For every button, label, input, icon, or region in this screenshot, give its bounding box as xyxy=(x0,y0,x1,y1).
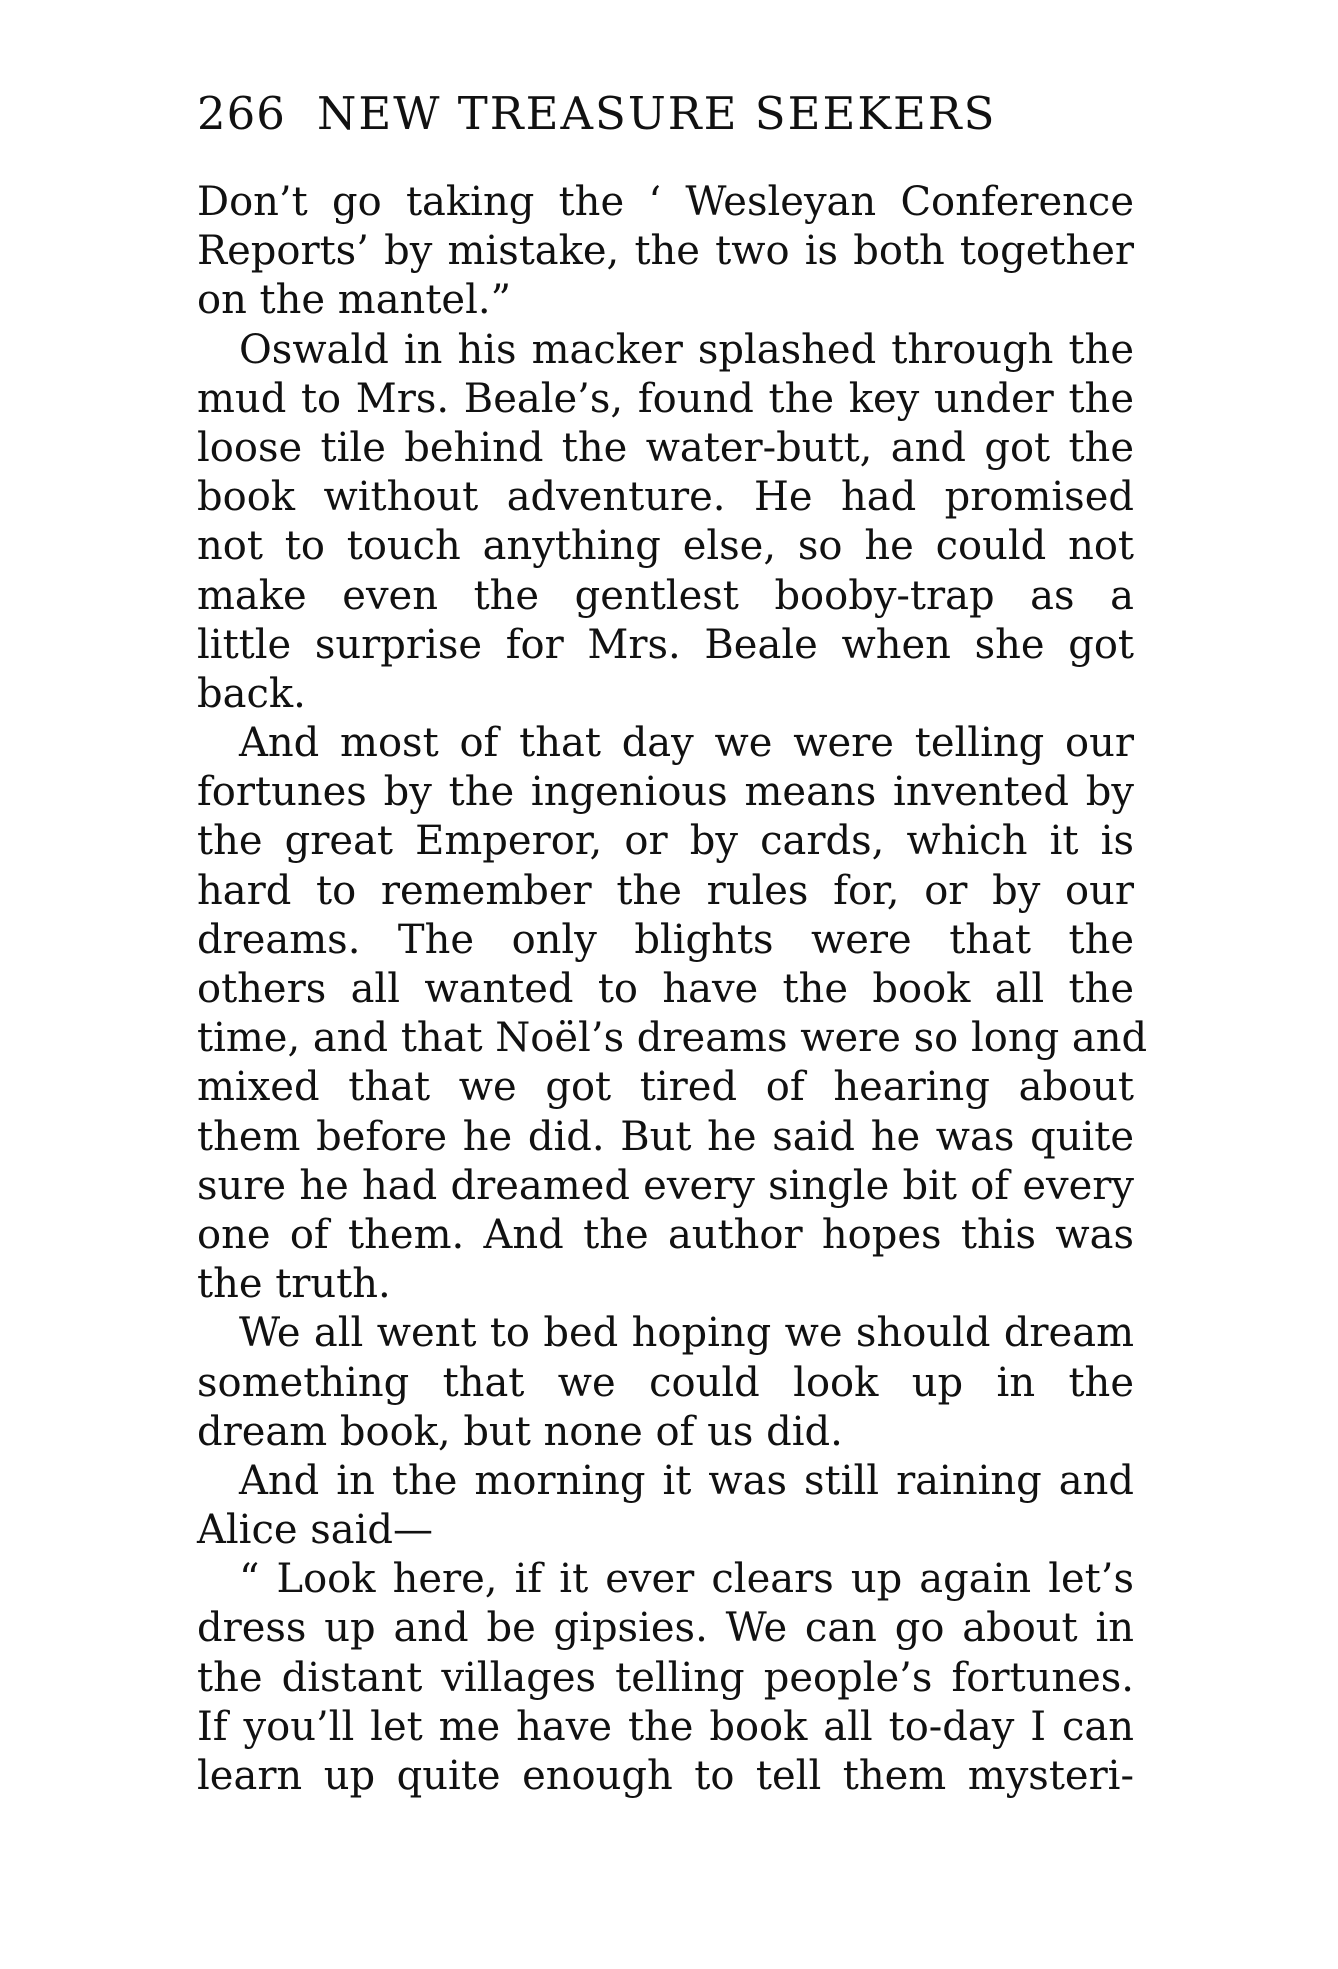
text-line: learn up quite enough to tell them mysteri- xyxy=(197,1753,1134,1799)
book-title: NEW TREASURE SEEKERS xyxy=(317,87,997,140)
text-line: something that we could look up in the xyxy=(197,1359,1134,1406)
text-line: mixed that we got tired of hearing about xyxy=(197,1064,1134,1111)
text-line: one of them. And the author hopes this was xyxy=(197,1211,1134,1258)
text-line: And in the morning it was still raining and xyxy=(239,1457,1134,1504)
paragraph xyxy=(197,1457,1134,1555)
text-line: time, and that Noël’s dreams were so long and xyxy=(197,1015,1148,1062)
text-line: We all went to bed hoping we should dream xyxy=(239,1310,1134,1357)
text-line: loose tile behind the water-butt, and got the xyxy=(197,424,1134,471)
text-line: sure he had dreamed every single bit of every xyxy=(197,1162,1134,1209)
text-line: them before he did. But he said he was quite xyxy=(197,1113,1134,1160)
text-line: Oswald in his macker splashed through the xyxy=(239,326,1134,373)
text-line: little surprise for Mrs. Beale when she got xyxy=(197,621,1134,668)
text-line: dreams. The only blights were that the xyxy=(197,916,1134,963)
paragraph xyxy=(197,178,1134,326)
text-line: hard to remember the rules for, or by our xyxy=(197,867,1134,914)
text-line: Alice said— xyxy=(197,1507,434,1554)
text-line: Don’t go taking the ‘ Wesleyan Conference xyxy=(197,179,1134,225)
text-line: Reports’ by mistake, the two is both together xyxy=(197,228,1134,275)
text-line: mud to Mrs. Beale’s, found the key under the xyxy=(197,375,1134,422)
text-line: book without adventure. He had promised xyxy=(197,474,1134,521)
running-head xyxy=(197,84,1147,144)
paragraph xyxy=(197,1309,1134,1457)
text-line: not to touch anything else, so he could not xyxy=(197,523,1134,570)
text-line: others all wanted to have the book all the xyxy=(197,966,1134,1012)
paragraph xyxy=(197,719,1148,1309)
text-line: the truth. xyxy=(197,1261,391,1308)
text-line: back. xyxy=(197,670,306,717)
text-line: dream book, but none of us did. xyxy=(197,1408,843,1455)
text-line: “ Look here, if it ever clears up again let’s xyxy=(239,1556,1134,1603)
text-line: make even the gentlest booby-trap as a xyxy=(197,572,1134,619)
body-text xyxy=(197,178,1148,1801)
text-line: the distant villages telling people’s fortunes. xyxy=(197,1654,1134,1701)
paragraph xyxy=(197,326,1134,720)
text-line: If you’ll let me have the book all to-day I can xyxy=(197,1703,1134,1750)
text-line: the great Emperor, or by cards, which it is xyxy=(197,818,1134,865)
text-line: fortunes by the ingenious means invented by xyxy=(197,769,1134,816)
text-line: on the mantel.” xyxy=(197,277,512,324)
text-line: dress up and be gipsies. We can go about in xyxy=(197,1605,1134,1652)
text-line: And most of that day we were telling our xyxy=(239,720,1134,767)
paragraph xyxy=(197,1555,1134,1801)
page-number: 266 xyxy=(197,87,286,140)
